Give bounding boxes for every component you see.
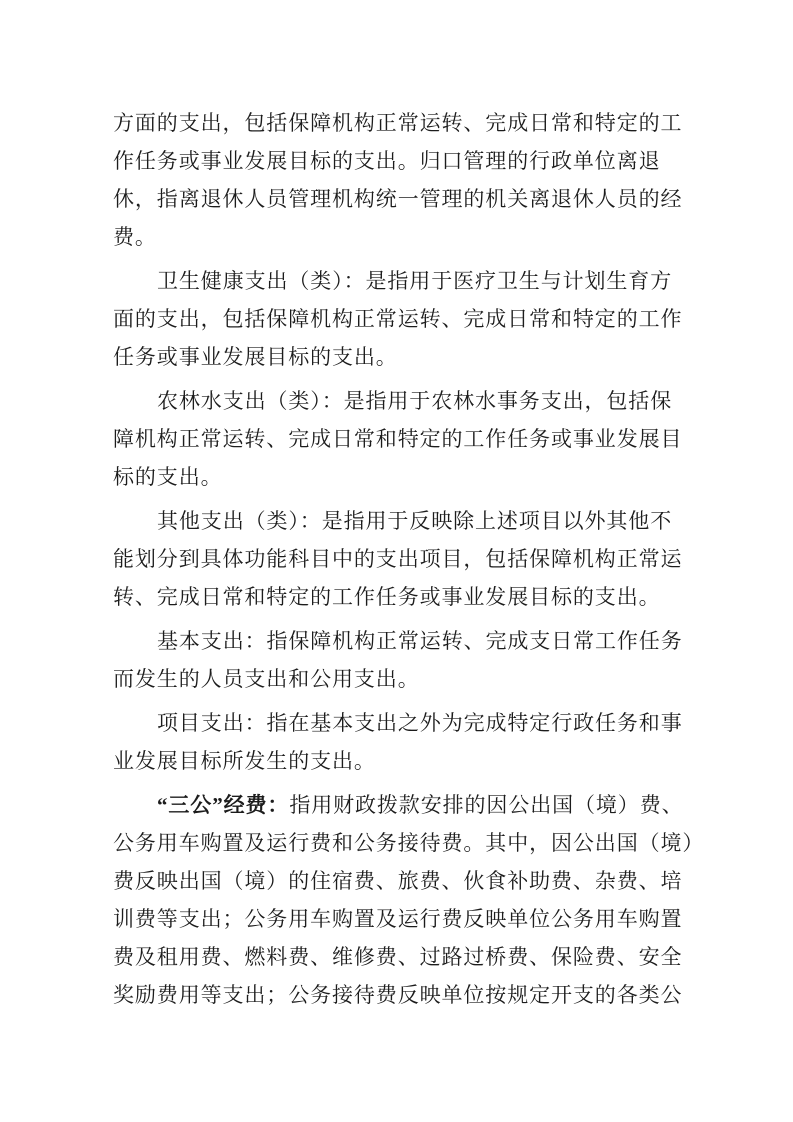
- text-line: 方面的支出，包括保障机构正常运转、完成日常和特定的工: [113, 111, 683, 135]
- text-line: 费及租用费、燃料费、维修费、过路过桥费、保险费、安全: [113, 945, 683, 969]
- text-line: 基本支出：指保障机构正常运转、完成支日常工作任务: [157, 629, 683, 653]
- text-line: 费。: [113, 225, 157, 249]
- text-line: 面的支出，包括保障机构正常运转、完成日常和特定的工作: [113, 307, 683, 331]
- text-line: 业发展目标所发生的支出。: [113, 749, 376, 773]
- paragraph: [113, 502, 691, 616]
- text-line: 费反映出国（境）的住宿费、旅费、伙食补助费、杂费、培: [113, 869, 683, 893]
- text-line: 作任务或事业发展目标的支出。归口管理的行政单位离退: [113, 149, 661, 173]
- paragraph: [113, 262, 691, 376]
- text-line: 农林水支出（类）：是指用于农林水事务支出，包括保: [157, 389, 673, 413]
- paragraph: [113, 786, 705, 1014]
- text-line: 卫生健康支出（类）：是指用于医疗卫生与计划生育方: [157, 269, 673, 293]
- document-body: [113, 104, 705, 1014]
- text-line: 休，指离退休人员管理机构统一管理的机关离退休人员的经: [113, 187, 683, 211]
- paragraph: [113, 382, 691, 496]
- text-line: 标的支出。: [113, 465, 223, 489]
- text-line: 训费等支出；公务用车购置及运行费反映单位公务用车购置: [113, 907, 683, 931]
- text-line: 其他支出（类）：是指用于反映除上述项目以外其他不: [157, 509, 673, 533]
- paragraph: [113, 622, 691, 698]
- paragraph: [113, 704, 691, 780]
- text-line: 奖励费用等支出；公务接待费反映单位按规定开支的各类公: [113, 983, 683, 1007]
- paragraph: [113, 104, 691, 256]
- text-line: 而发生的人员支出和公用支出。: [113, 667, 420, 691]
- text-line: [113, 786, 691, 824]
- text-line: 障机构正常运转、完成日常和特定的工作任务或事业发展目: [113, 427, 683, 451]
- bold-term: “三公”经费：: [157, 793, 290, 817]
- text-line: 能划分到具体功能科目中的支出项目，包括保障机构正常运: [113, 547, 683, 571]
- text-line: 公务用车购置及运行费和公务接待费。其中，因公出国（境）: [113, 831, 705, 855]
- text-line: 项目支出：指在基本支出之外为完成特定行政任务和事: [157, 711, 683, 735]
- text-run: 指用财政拨款安排的因公出国（境）费、: [289, 793, 684, 817]
- text-line: 任务或事业发展目标的支出。: [113, 345, 398, 369]
- text-line: 转、完成日常和特定的工作任务或事业发展目标的支出。: [113, 585, 661, 609]
